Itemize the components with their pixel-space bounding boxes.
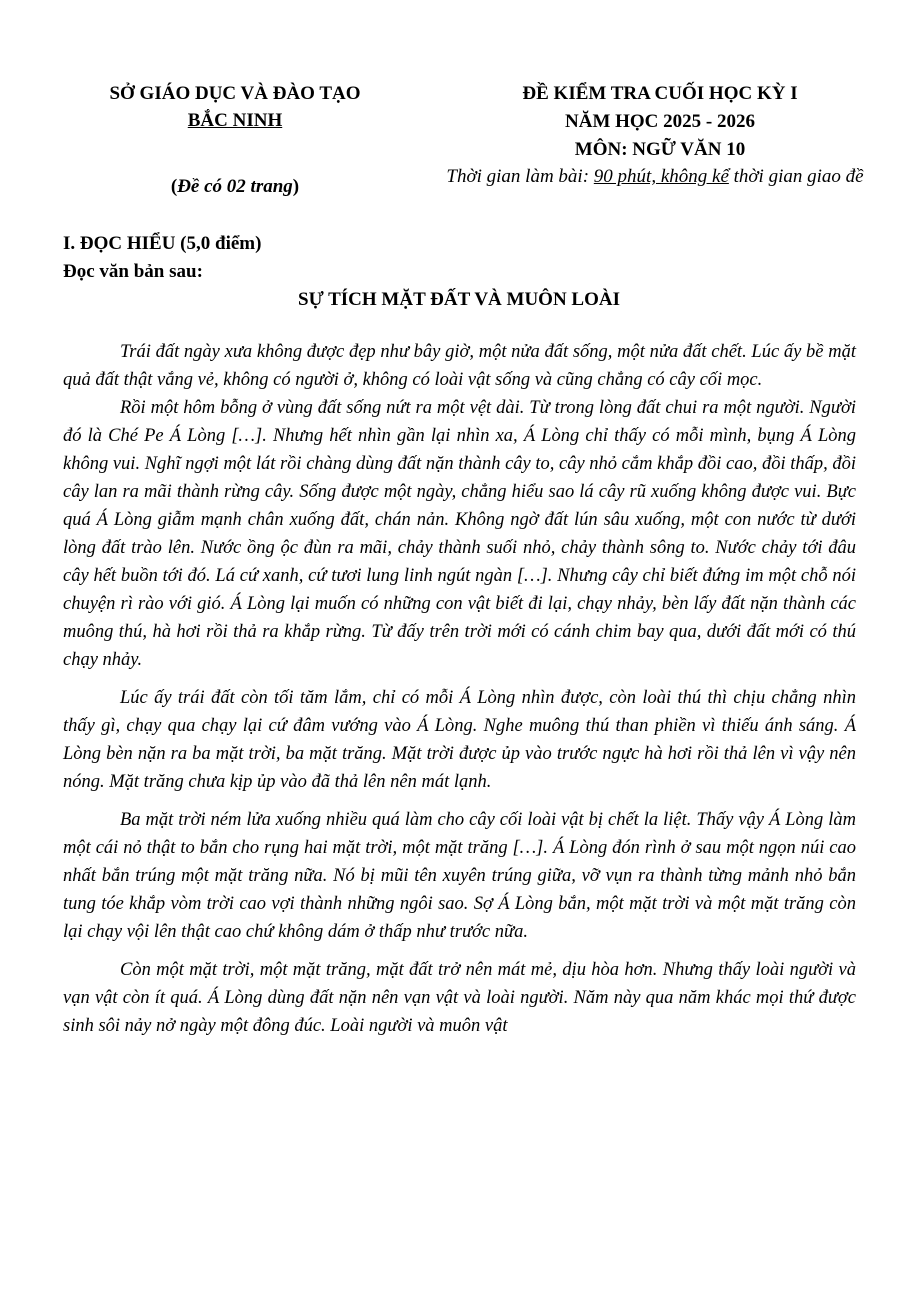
subject: MÔN: NGỮ VĂN 10 [574, 139, 746, 160]
school-year: NĂM HỌC 2025 - 2026 [565, 111, 755, 132]
department-name: SỞ GIÁO DỤC VÀ ĐÀO TẠO [109, 83, 361, 104]
time-allowed [400, 163, 910, 190]
story-title: SỰ TÍCH MẶT ĐẤT VÀ MUÔN LOÀI [298, 289, 620, 310]
story-paragraph: Còn một mặt trời, một mặt trăng, mặt đất trở nên mát mẻ, dịu hòa hơn. Nhưng thấy loài người và vạn vật còn ít quá. Á Lòng dùng đất nặn nên vạn vật và loài người. Năm này qua năm khác mọi thứ được sinh sôi nảy nở ngày một đông đúc. Loài người và muôn vật [63, 960, 856, 1036]
reading-section [63, 230, 261, 286]
page-count-open: ( [170, 176, 178, 197]
department-header [70, 80, 400, 134]
province-name: BẮC NINH [187, 110, 283, 131]
story-paragraph: Rồi một hôm bỗng ở vùng đất sống nứt ra một vệt dài. Từ trong lòng đất chui ra một người. Người đó là Ché Pe Á Lòng […]. Nhưng hết nhìn gần lại nhìn xa, Á Lòng chỉ thấy có mỗi mình, bụng Á Lòng không vui. Nghĩ ngợi một lát rồi chàng dùng đất nặn thành cây to, cây nhỏ cắm khắp đồi cao, đồi thấp, đồi cây lan ra mãi thành rừng cây. Sống được một ngày, chẳng hiểu sao lá cây rũ xuống không được vui. Bực quá Á Lòng giẫm mạnh chân xuống đất, chán nản. Không ngờ đất lún sâu xuống, một con nước từ dưới lòng đất trào lên. Nước ồng ộc đùn ra mãi, chảy thành suối nhỏ, chảy thành sông to. Nước chảy tới đâu cây hết buồn tới đó. Lá cứ xanh, cứ tươi lung linh ngút ngàn […]. Nhưng cây chỉ biết đứng im một chỗ nói chuyện rì rào với gió. Á Lòng lại muốn có những con vật biết đi lại, chạy nhảy, bèn lấy đất nặn thành các muông thú, hà hơi rồi thả ra khắp rừng. Từ đấy trên trời mới có cánh chim bay qua, dưới đất mới có thú chạy nhảy. [63, 398, 856, 670]
time-duration: 90 phút, không kể [593, 166, 729, 187]
story-body [63, 338, 856, 1040]
story-paragraph: Trái đất ngày xưa không được đẹp như bây giờ, một nửa đất sống, một nửa đất chết. Lúc ấy bề mặt quả đất thật vắng vẻ, không có người ở, không có loài vật sống và cũng chẳng có cây cối mọc. [63, 342, 856, 390]
exam-header [410, 80, 910, 164]
page-count-text: Đề có 02 trang [177, 176, 293, 197]
story-paragraph: Ba mặt trời ném lửa xuống nhiều quá làm cho cây cối loài vật bị chết la liệt. Thấy vậy Á Lòng làm một cái nỏ thật to bắn cho rụng hai mặt trời, một mặt trăng […]. Á Lòng đón rình ở sau một ngọn núi cao nhất bắn trúng một mặt trăng nữa. Nó bị mũi tên xuyên trúng giữa, vỡ vụn ra thành từng mảnh nhỏ bắn tung tóe khắp vòm trời cao vợi thành những ngôi sao. Sợ Á Lòng bắn, một mặt trời và một mặt trăng còn lại chạy vội lên thật cao chứ không dám ở thấp như trước nữa. [63, 810, 856, 942]
page-count-note [70, 173, 400, 200]
exam-title: ĐỀ KIỂM TRA CUỐI HỌC KỲ I [522, 83, 798, 104]
time-prefix: Thời gian làm bài: [446, 166, 594, 187]
section-heading: I. ĐỌC HIỂU (5,0 điểm) [63, 233, 262, 254]
section-instruction: Đọc văn bản sau: [63, 261, 203, 282]
story-paragraph: Lúc ấy trái đất còn tối tăm lắm, chỉ có mỗi Á Lòng nhìn được, còn loài thú thì chịu chẳng nhìn thấy gì, chạy qua chạy lại cứ đâm vướng vào Á Lòng. Nghe muông thú than phiền vì thiếu ánh sáng. Á Lòng bèn nặn ra ba mặt trời, ba mặt trăng. Mặt trời được ủp vào trước ngực hà hơi rồi thả lên vì vậy nên nóng. Mặt trăng chưa kịp ủp vào đã thả lên nên mát lạnh. [63, 688, 856, 792]
page-count-close: ) [292, 176, 300, 197]
time-suffix: thời gian giao đề [728, 166, 864, 187]
